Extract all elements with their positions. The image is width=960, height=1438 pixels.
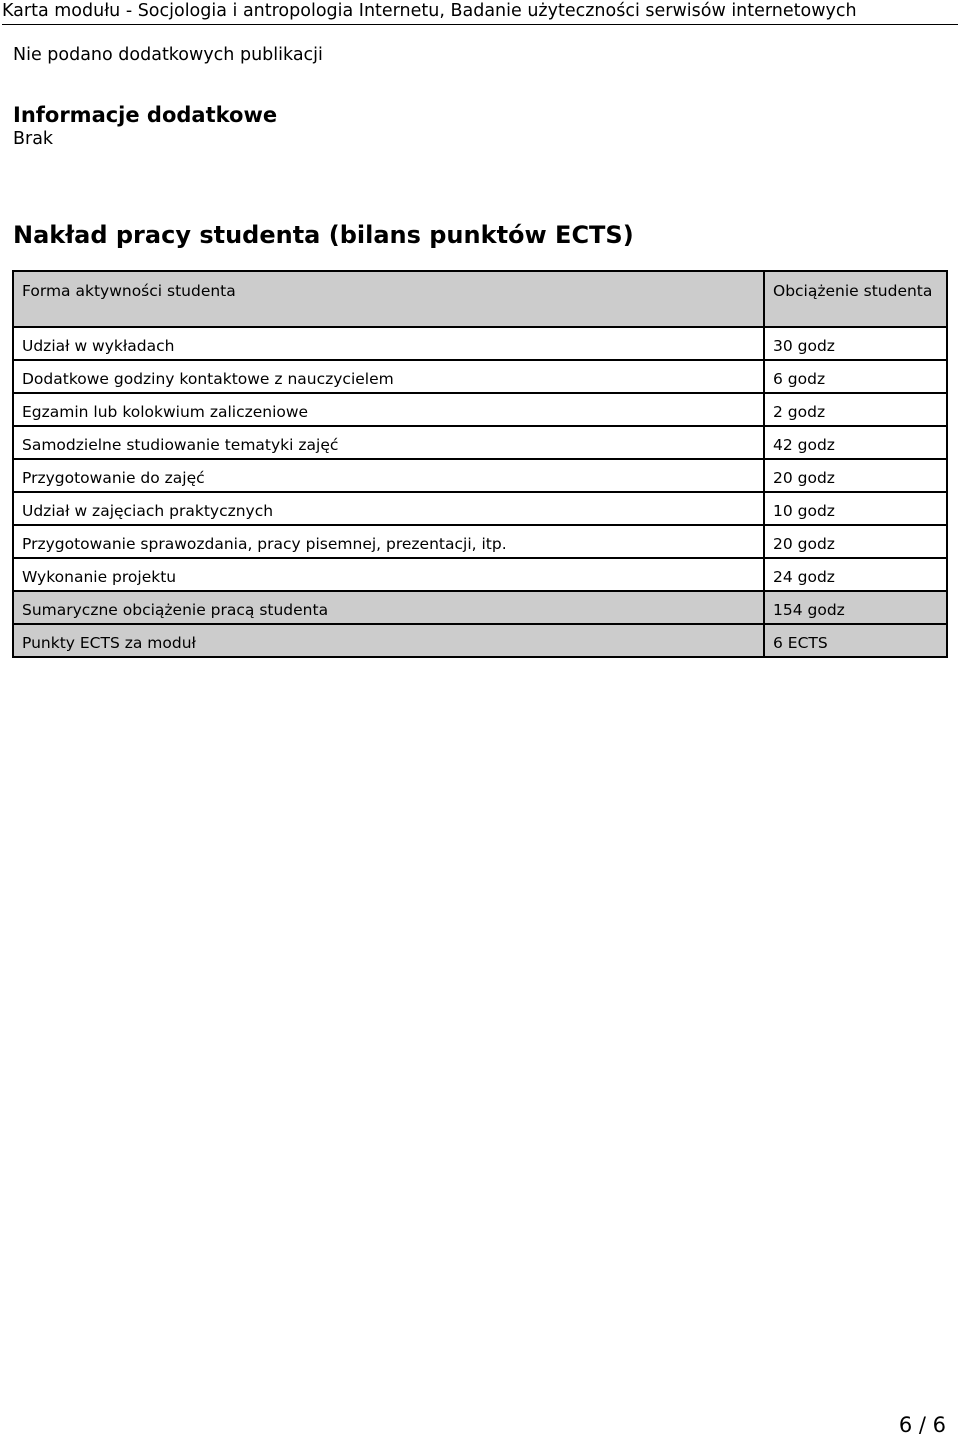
table-row <box>13 393 947 426</box>
table-row <box>13 360 947 393</box>
table-header-row <box>13 271 947 327</box>
table-row <box>13 327 947 360</box>
publications-note: Nie podano dodatkowych publikacji <box>13 45 323 65</box>
activity-cell: Dodatkowe godziny kontaktowe z nauczycielem <box>13 360 764 393</box>
activity-cell: Przygotowanie sprawozdania, pracy pisemnej, prezentacji, itp. <box>13 525 764 558</box>
table-row <box>13 558 947 591</box>
additional-info-heading: Informacje dodatkowe <box>13 103 278 127</box>
activity-cell: Samodzielne studiowanie tematyki zajęć <box>13 426 764 459</box>
table-row <box>13 492 947 525</box>
total-workload-row <box>13 591 947 624</box>
column-header-load: Obciążenie studenta <box>764 271 947 327</box>
document-title: Karta modułu - Socjologia i antropologia Internetu, Badanie użyteczności serwisów internetowych <box>2 1 857 21</box>
load-cell: 20 godz <box>764 459 947 492</box>
column-header-activity: Forma aktywności studenta <box>13 271 764 327</box>
load-cell: 2 godz <box>764 393 947 426</box>
table-row <box>13 525 947 558</box>
activity-cell: Udział w zajęciach praktycznych <box>13 492 764 525</box>
load-cell: 42 godz <box>764 426 947 459</box>
table-row <box>13 459 947 492</box>
activity-cell: Wykonanie projektu <box>13 558 764 591</box>
page-number: 6 / 6 <box>898 1413 946 1437</box>
load-cell: 10 godz <box>764 492 947 525</box>
ects-points-value: 6 ECTS <box>764 624 947 657</box>
ects-points-row <box>13 624 947 657</box>
ects-points-label: Punkty ECTS za moduł <box>13 624 764 657</box>
activity-cell: Udział w wykładach <box>13 327 764 360</box>
ects-workload-table <box>12 270 948 658</box>
load-cell: 6 godz <box>764 360 947 393</box>
load-cell: 24 godz <box>764 558 947 591</box>
document-header <box>2 0 958 25</box>
activity-cell: Przygotowanie do zajęć <box>13 459 764 492</box>
load-cell: 20 godz <box>764 525 947 558</box>
table-row <box>13 426 947 459</box>
total-workload-value: 154 godz <box>764 591 947 624</box>
additional-info-text: Brak <box>13 129 54 149</box>
activity-cell: Egzamin lub kolokwium zaliczeniowe <box>13 393 764 426</box>
load-cell: 30 godz <box>764 327 947 360</box>
total-workload-label: Sumaryczne obciążenie pracą studenta <box>13 591 764 624</box>
workload-heading: Nakład pracy studenta (bilans punktów ECTS) <box>13 221 634 249</box>
